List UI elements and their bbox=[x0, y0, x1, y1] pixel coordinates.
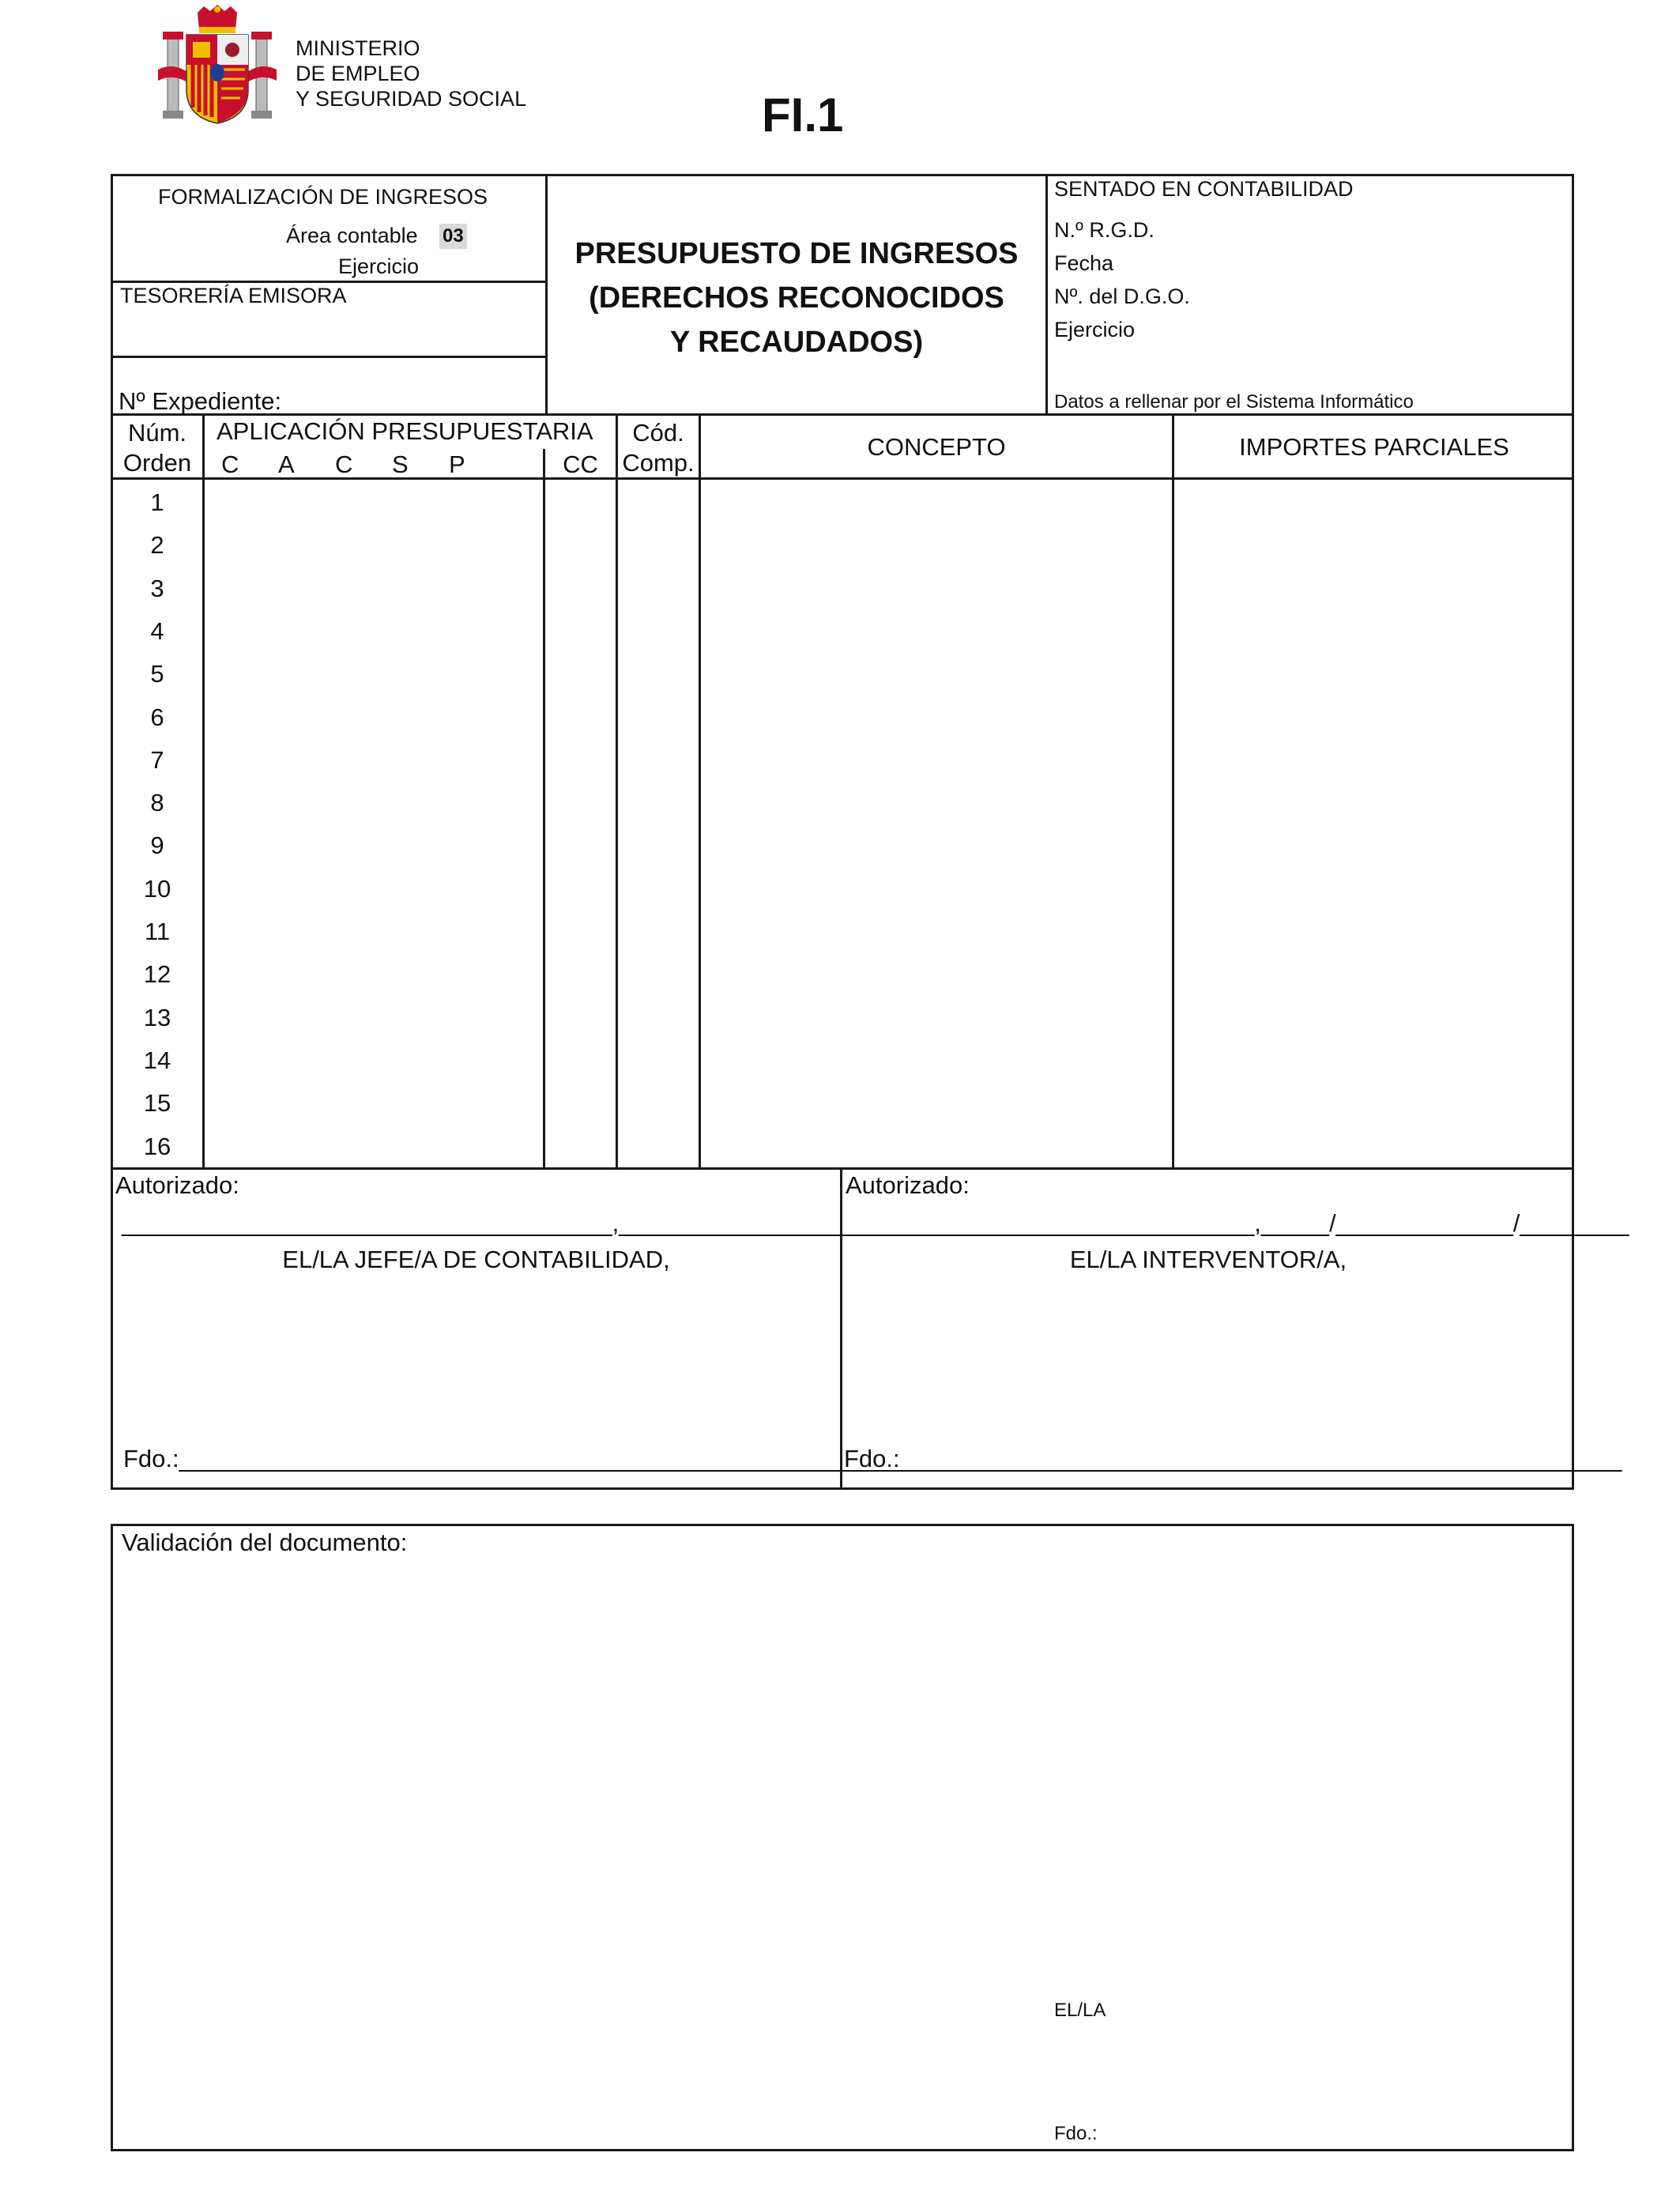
ministry-line-3: Y SEGURIDAD SOCIAL bbox=[296, 87, 527, 111]
col-cod-line-2: Comp. bbox=[622, 449, 695, 477]
row-number: 16 bbox=[143, 1132, 171, 1160]
col-importes-label: IMPORTES PARCIALES bbox=[1239, 433, 1509, 461]
col-line-aplicacion bbox=[616, 413, 618, 1169]
rows-bottom-line bbox=[111, 1167, 1574, 1170]
autorizado-left: Autorizado: bbox=[115, 1171, 239, 1199]
dgo-label: Nº. del D.G.O. bbox=[1054, 285, 1190, 308]
form-code: FI.1 bbox=[762, 89, 844, 141]
ejercicio-label-left: Ejercicio bbox=[338, 254, 420, 278]
header-title-line-1: PRESUPUESTO DE INGRESOS bbox=[574, 237, 1019, 270]
fdo-left: Fdo.:_____________________________________________________ bbox=[123, 1445, 902, 1472]
interventor-role: EL/LA INTERVENTOR/A, bbox=[1069, 1246, 1347, 1273]
header-title-line-3: Y RECAUDADOS) bbox=[669, 326, 924, 359]
row-number: 9 bbox=[150, 831, 164, 860]
col-sub-s: S bbox=[392, 450, 409, 478]
row-number: 14 bbox=[143, 1046, 171, 1074]
header-left-divider-2 bbox=[111, 356, 547, 358]
col-line-concepto bbox=[1172, 413, 1174, 1169]
row-number: 4 bbox=[150, 616, 164, 645]
row-number: 13 bbox=[143, 1003, 171, 1031]
col-line-orden bbox=[202, 413, 205, 1169]
row-number: 10 bbox=[143, 874, 171, 903]
column-header-bottom-line bbox=[111, 477, 1574, 480]
col-sub-c2: C bbox=[335, 450, 353, 478]
row-number: 2 bbox=[150, 531, 164, 560]
row-number: 6 bbox=[150, 703, 164, 731]
validation-el-la: EL/LA bbox=[1054, 2000, 1106, 2021]
jefe-contabilidad-role: EL/LA JEFE/A DE CONTABILIDAD, bbox=[282, 1246, 670, 1273]
main-form-box bbox=[111, 174, 1629, 1490]
col-cod-line-1: Cód. bbox=[632, 419, 684, 447]
area-contable-value: 03 bbox=[439, 224, 467, 249]
ministry-line-1: MINISTERIO bbox=[296, 36, 420, 60]
header-left-divider-1 bbox=[111, 281, 547, 283]
sign-line-left: ____________________________________,______________________ bbox=[122, 1209, 919, 1237]
row-number: 3 bbox=[150, 574, 164, 602]
ministry-line-2: DE EMPLEO bbox=[296, 62, 420, 85]
expediente-label: Nº Expediente: bbox=[119, 387, 282, 415]
area-contable-label: Área contable bbox=[286, 224, 418, 247]
system-note: Datos a rellenar por el Sistema Informático bbox=[1054, 391, 1414, 413]
col-sub-c1: C bbox=[221, 450, 239, 478]
fecha-label: Fecha bbox=[1054, 251, 1114, 275]
col-aplicacion-label: APLICACIÓN PRESUPUESTARIA bbox=[217, 417, 593, 445]
validation-label: Validación del documento: bbox=[122, 1529, 408, 1556]
row-number: 12 bbox=[143, 960, 171, 989]
autorizado-right: Autorizado: bbox=[846, 1171, 970, 1199]
col-sub-a: A bbox=[278, 450, 295, 478]
col-num-line-1: Núm. bbox=[127, 419, 187, 447]
row-number: 11 bbox=[144, 918, 171, 945]
validation-fdo: Fdo.: bbox=[1054, 2123, 1098, 2144]
col-line-cod bbox=[699, 413, 701, 1169]
row-number: 5 bbox=[150, 660, 164, 688]
tesoreria-label: TESORERÍA EMISORA bbox=[120, 284, 347, 307]
coat-of-arms-logo bbox=[158, 6, 277, 125]
row-number: 8 bbox=[150, 789, 164, 817]
sign-line-right: ______________________________,_____/_____________/________ bbox=[846, 1209, 1629, 1237]
formalizacion-label: FORMALIZACIÓN DE INGRESOS bbox=[158, 185, 488, 209]
ejercicio-label-right: Ejercicio bbox=[1054, 318, 1136, 341]
col-line-cc bbox=[543, 449, 545, 1169]
header-title-line-2: (DERECHOS RECONOCIDOS bbox=[589, 281, 1004, 315]
row-number: 7 bbox=[150, 745, 164, 774]
rgd-label: N.º R.G.D. bbox=[1054, 218, 1155, 242]
col-sub-p: P bbox=[449, 450, 465, 478]
col-sub-cc: CC bbox=[563, 450, 598, 478]
header-bottom-line bbox=[111, 413, 1574, 416]
row-number: 15 bbox=[143, 1089, 171, 1118]
col-concepto-label: CONCEPTO bbox=[867, 433, 1006, 461]
row-number: 1 bbox=[150, 488, 164, 516]
col-num-line-2: Orden bbox=[122, 449, 192, 477]
fdo-right: Fdo.:_____________________________________________________ bbox=[844, 1445, 1622, 1472]
sentado-label: SENTADO EN CONTABILIDAD bbox=[1054, 177, 1354, 201]
validation-box bbox=[111, 1524, 1574, 2151]
